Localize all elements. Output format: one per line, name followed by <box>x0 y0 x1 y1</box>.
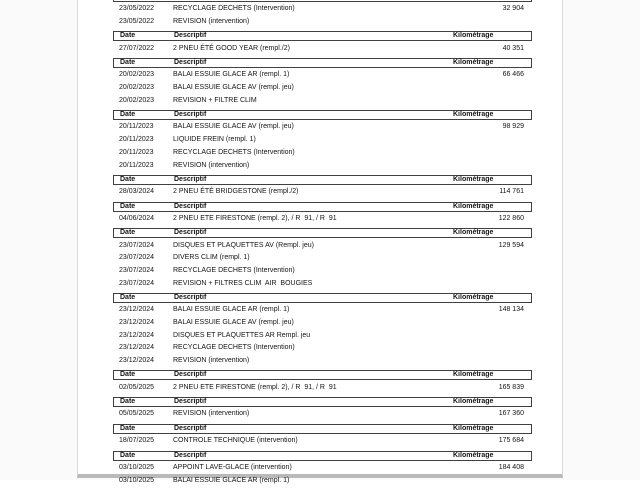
table-row <box>113 317 532 330</box>
history-section-4 <box>113 175 532 199</box>
row-date: 23/05/2022 <box>119 18 155 26</box>
row-descriptif: DISQUES ET PLAQUETTES AR Rempl. jeu <box>173 331 311 339</box>
row-kilometrage: 98 929 <box>502 123 524 131</box>
col-header-date: Date <box>120 111 136 119</box>
row-date: 23/12/2024 <box>119 319 155 327</box>
table-header-row <box>113 451 532 461</box>
col-header-date: Date <box>120 229 136 237</box>
history-section-1 <box>113 31 532 55</box>
history-section-0 <box>113 0 532 28</box>
col-header-descriptif: Descriptif <box>174 294 207 301</box>
row-descriptif: BALAI ESSUIE GLACE AR (rempl. 1) <box>173 306 290 314</box>
row-kilometrage: 184 408 <box>498 463 524 471</box>
col-header-kilometrage: Kilométrage <box>453 111 494 119</box>
row-descriptif: 2 PNEU ÉTÉ GOOD YEAR (rempl./2) <box>173 44 290 52</box>
table-row <box>113 42 532 55</box>
row-date: 23/07/2024 <box>119 279 155 287</box>
history-section-11 <box>113 451 532 487</box>
col-header-kilometrage: Kilométrage <box>453 371 494 379</box>
table-row <box>113 265 532 278</box>
row-descriptif: RECYCLAGE DECHETS (Intervention) <box>173 344 295 352</box>
history-section-6 <box>113 228 532 290</box>
row-descriptif: BALAI ESSUIE GLACE AV (rempl. jeu) <box>173 319 294 327</box>
history-section-2 <box>113 58 532 107</box>
col-header-kilometrage: Kilométrage <box>453 451 494 459</box>
row-descriptif: APPOINT LAVE-GLACE (intervention) <box>173 463 292 471</box>
table-row <box>113 134 532 147</box>
row-descriptif: DISQUES ET PLAQUETTES AV (Rempl. jeu) <box>173 241 314 249</box>
col-header-descriptif: Descriptif <box>174 32 207 40</box>
row-descriptif: BALAI ESSUIE GLACE AR (rempl. 1) <box>173 71 290 79</box>
row-date: 23/12/2024 <box>119 357 155 365</box>
table-row <box>113 329 532 342</box>
col-header-descriptif: Descriptif <box>174 371 207 379</box>
col-header-kilometrage: Kilométrage <box>453 32 494 40</box>
row-descriptif: REVISION + FILTRE CLIM <box>173 96 257 104</box>
table-row <box>113 82 532 95</box>
col-header-kilometrage <box>453 0 531 1</box>
row-kilometrage: 40 351 <box>502 44 524 52</box>
row-descriptif: RECYCLAGE DECHETS (Intervention) <box>173 148 295 156</box>
table-row <box>113 147 532 160</box>
table-row <box>113 408 532 421</box>
row-descriptif: DIVERS CLIM (rempl. 1) <box>173 254 250 262</box>
row-date: 20/11/2023 <box>119 136 154 144</box>
row-kilometrage: 122 860 <box>498 214 524 222</box>
row-date: 20/02/2023 <box>119 84 155 92</box>
row-date: 18/07/2025 <box>119 437 155 445</box>
row-kilometrage: 175 684 <box>498 437 524 445</box>
maintenance-history <box>113 0 532 490</box>
row-date: 20/11/2023 <box>119 161 154 169</box>
row-descriptif: LIQUIDE FREIN (rempl. 1) <box>173 136 256 144</box>
table-header-row <box>113 31 532 41</box>
table-row <box>113 304 532 317</box>
table-row <box>113 342 532 355</box>
table-row <box>113 94 532 107</box>
row-date: 23/07/2024 <box>119 254 155 262</box>
row-descriptif: BALAI ESSUIE GLACE AV (rempl. jeu) <box>173 84 294 92</box>
row-date: 20/02/2023 <box>119 71 155 79</box>
table-header-row <box>113 202 532 212</box>
history-section-9 <box>113 397 532 421</box>
row-date: 23/07/2024 <box>119 241 155 249</box>
table-row <box>113 355 532 368</box>
row-descriptif: REVISION (intervention) <box>173 410 250 418</box>
row-descriptif: RECYCLAGE DECHETS (Intervention) <box>173 266 295 274</box>
history-section-3 <box>113 110 532 172</box>
row-date: 03/10/2025 <box>119 476 155 484</box>
row-descriptif: 2 PNEU ÉTÉ BRIDGESTONE (rempl./2) <box>173 188 299 196</box>
row-date: 20/11/2023 <box>119 148 154 156</box>
col-header-kilometrage: Kilométrage <box>453 202 494 210</box>
table-row <box>113 69 532 82</box>
table-row <box>113 252 532 265</box>
table-header-row <box>113 293 532 303</box>
table-header-row <box>113 370 532 380</box>
col-header-date: Date <box>120 175 136 183</box>
row-descriptif: REVISION (intervention) <box>173 161 250 169</box>
col-header-descriptif: Descriptif <box>174 229 207 237</box>
row-kilometrage: 129 594 <box>498 241 524 249</box>
document-page <box>77 0 563 484</box>
col-header-descriptif <box>174 0 453 1</box>
col-header-date: Date <box>120 398 136 406</box>
history-section-10 <box>113 424 532 448</box>
table-row <box>113 474 532 487</box>
col-header-descriptif: Descriptif <box>174 451 207 459</box>
table-header-row <box>113 58 532 68</box>
table-row <box>113 159 532 172</box>
table-row <box>113 435 532 448</box>
row-descriptif: REVISION (intervention) <box>173 18 250 26</box>
col-header-kilometrage: Kilométrage <box>453 229 494 237</box>
col-header-date: Date <box>120 294 136 301</box>
col-header-date: Date <box>120 32 136 40</box>
col-header-date: Date <box>120 424 136 432</box>
row-kilometrage: 66 466 <box>502 71 524 79</box>
col-header-descriptif: Descriptif <box>174 424 207 432</box>
row-descriptif: 2 PNEU ETE FIRESTONE (rempl. 2), / R 91, / R 91 <box>173 214 337 222</box>
table-row <box>113 186 532 199</box>
row-date: 03/10/2025 <box>119 463 155 471</box>
row-descriptif: 2 PNEU ETE FIRESTONE (rempl. 2), / R 91, / R 91 <box>173 383 337 391</box>
row-date: 05/05/2025 <box>119 410 155 418</box>
table-row <box>113 381 532 394</box>
row-descriptif: RECYCLAGE DECHETS (Intervention) <box>173 5 295 13</box>
col-header-date: Date <box>120 59 136 67</box>
col-header-descriptif: Descriptif <box>174 398 207 406</box>
history-section-5 <box>113 202 532 226</box>
row-date: 23/12/2024 <box>119 306 155 314</box>
row-date: 20/02/2023 <box>119 96 155 104</box>
row-date: 04/06/2024 <box>119 214 155 222</box>
table-header-row <box>113 397 532 407</box>
col-header-kilometrage: Kilométrage <box>453 59 494 67</box>
row-descriptif: REVISION (intervention) <box>173 357 250 365</box>
col-header-date: Date <box>120 371 136 379</box>
col-header-kilometrage: Kilométrage <box>453 294 494 301</box>
col-header-date: Date <box>120 202 136 210</box>
row-date: 02/05/2025 <box>119 383 155 391</box>
table-row <box>113 16 532 29</box>
row-descriptif: BALAI ESSUIE GLACE AR (rempl. 1) <box>173 476 290 484</box>
row-date: 28/03/2024 <box>119 188 155 196</box>
row-kilometrage: 32 904 <box>502 5 524 13</box>
table-row <box>113 462 532 475</box>
col-header-descriptif: Descriptif <box>174 59 207 67</box>
row-kilometrage: 165 839 <box>498 383 524 391</box>
table-header-row <box>113 110 532 120</box>
col-header-kilometrage: Kilométrage <box>453 424 494 432</box>
table-header-row <box>113 175 532 185</box>
col-header-kilometrage: Kilométrage <box>453 175 494 183</box>
table-row <box>113 239 532 252</box>
col-header-kilometrage: Kilométrage <box>453 398 494 406</box>
row-kilometrage: 167 360 <box>498 410 524 418</box>
history-section-8 <box>113 370 532 394</box>
col-header-descriptif: Descriptif <box>174 111 207 119</box>
table-row <box>113 3 532 16</box>
table-row <box>113 213 532 226</box>
col-header-date: Date <box>120 451 136 459</box>
table-header-row <box>113 424 532 434</box>
table-row <box>113 121 532 134</box>
row-kilometrage: 148 134 <box>498 306 524 314</box>
row-descriptif: REVISION + FILTRES CLIM AIR BOUGIES <box>173 279 313 287</box>
row-descriptif: CONTROLE TECHNIQUE (intervention) <box>173 437 298 445</box>
row-kilometrage: 114 761 <box>499 188 524 196</box>
row-date: 23/07/2024 <box>119 266 155 274</box>
col-header-descriptif: Descriptif <box>174 175 207 183</box>
col-header-descriptif: Descriptif <box>174 202 207 210</box>
row-date: 20/11/2023 <box>119 123 154 131</box>
row-date: 27/07/2022 <box>119 44 155 52</box>
row-date: 23/05/2022 <box>119 5 155 13</box>
table-header-row <box>113 0 532 2</box>
row-date: 23/12/2024 <box>119 344 155 352</box>
row-descriptif: BALAI ESSUIE GLACE AV (rempl. jeu) <box>173 123 294 131</box>
history-section-7 <box>113 293 532 367</box>
table-header-row <box>113 228 532 238</box>
table-row <box>113 277 532 290</box>
row-date: 23/12/2024 <box>119 331 155 339</box>
col-header-date <box>114 0 174 1</box>
